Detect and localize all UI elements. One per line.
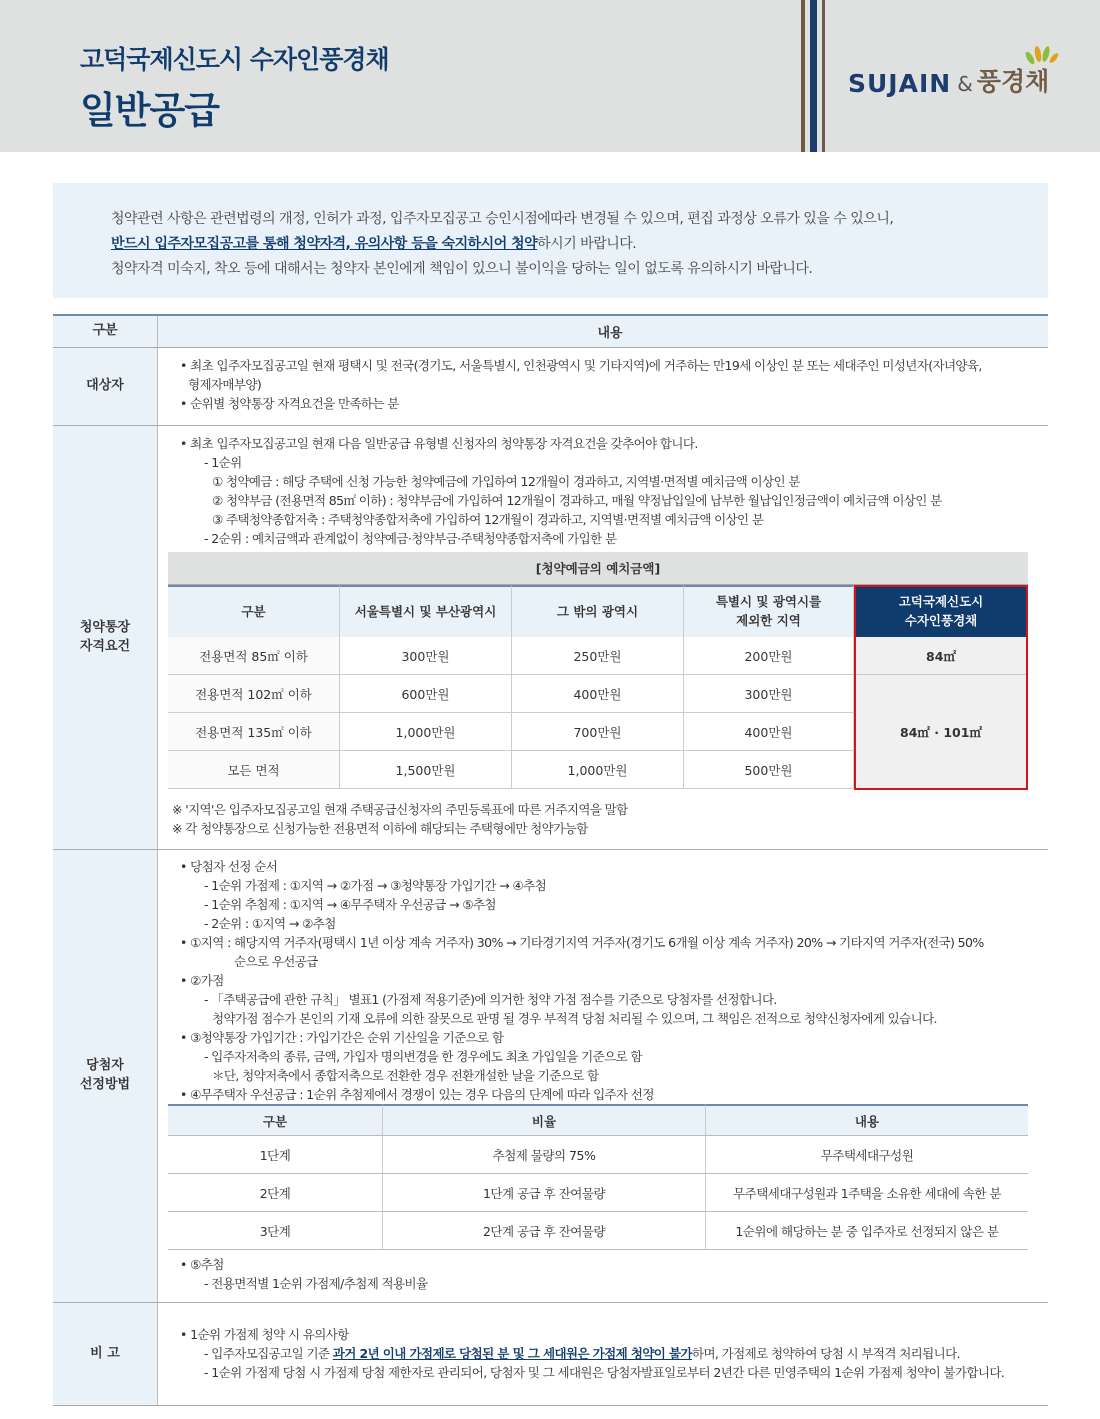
notice-box	[53, 183, 1048, 298]
stage-header: 구분	[168, 1104, 383, 1136]
winner-line: ＊단, 청약저축에서 종합저축으로 전환한 경우 전환개설한 날을 기준으로 함	[212, 1068, 599, 1083]
table-header-row	[53, 316, 1048, 348]
winner-line: • ②가점	[180, 973, 224, 988]
winner-after-line: - 전용면적별 1순위 가점제/추첨제 적용비율	[204, 1276, 428, 1291]
page-header	[0, 0, 1100, 152]
stage-cell: 2단계	[168, 1174, 383, 1212]
deposit-cell: 300만원	[340, 637, 512, 675]
notice-line-2	[111, 233, 636, 253]
account-line: - 1순위	[204, 455, 242, 470]
deposit-cell: 전용면적 102㎡ 이하	[168, 675, 340, 713]
deposit-header-line: 수자인풍경채	[904, 613, 978, 628]
deposit-header: 서울특별시 및 부산광역시	[340, 585, 512, 637]
deposit-cell: 전용면적 135㎡ 이하	[168, 713, 340, 751]
stage-cell: 1단계 공급 후 잔여물량	[383, 1174, 706, 1212]
deposit-header	[684, 585, 854, 637]
deposit-header-line: 특별시 및 광역시를	[715, 594, 822, 610]
winner-line: - 2순위 : ①지역 → ②추첨	[204, 916, 336, 931]
supply-table	[53, 314, 1048, 1406]
winner-line: - 1순위 가점제 : ①지역 → ②가점 → ③청약통장 가입기간 → ④추첨	[204, 878, 547, 893]
remark-line: - 1순위 가점제 당첨 시 가점제 당첨 제한자로 관리되어, 당첨자 및 그 세대원은 당첨자발표일로부터 2년간 다른 민영주택의 1순위 가점제 청약이 불가합니다.	[204, 1365, 1005, 1380]
deposit-cell-highlight: 84㎡	[854, 637, 1028, 675]
target-line: • 최초 입주자모집공고일 현재 평택시 및 전국(경기도, 서울특별시, 인천광역시 및 기타지역)에 거주하는 만19세 이상인 분 또는 세대주인 미성년자(자녀양육,	[180, 358, 982, 373]
logo-sujain: SUJAIN	[848, 69, 952, 98]
stage-header: 비율	[383, 1104, 706, 1136]
header-content: 내용	[158, 316, 1048, 347]
remark-text: - 입주자모집공고일 기준	[204, 1346, 333, 1361]
deposit-cell: 1,000만원	[340, 713, 512, 751]
notice-line-3: 청약자격 미숙지, 착오 등에 대해서는 청약자 본인에게 책임이 있으니 불이익을 당하는 일이 없도록 유의하시기 바랍니다.	[111, 261, 813, 277]
winner-line: • ④무주택자 우선공급 : 1순위 추첨제에서 경쟁이 있는 경우 다음의 단계에 따라 입주자 선정	[180, 1087, 654, 1102]
notice-emphasis: 반드시 입주자모집공고를 통해 청약자격, 유의사항 등을 숙지하시어 청약	[111, 236, 538, 252]
stage-cell: 무주택세대구성원	[706, 1136, 1028, 1174]
label-account-line-2: 자격요건	[79, 638, 131, 654]
deposit-header-line: 제외한 지역	[736, 613, 801, 628]
winner-line: 청약가점 점수가 본인의 기재 오류에 의한 잘못으로 판명 될 경우 부적격 당첨 처리될 수 있으며, 그 책임은 전적으로 청약신청자에게 있습니다.	[212, 1011, 937, 1026]
winner-line: • ③청약통장 가입기간 : 가입기간은 순위 기산일을 기준으로 함	[180, 1030, 504, 1045]
deposit-cell: 500만원	[684, 751, 854, 789]
header-category: 구분	[53, 316, 158, 347]
deposit-header-line: 고덕국제신도시	[898, 594, 984, 610]
deposit-cell: 400만원	[512, 675, 684, 713]
account-line: ① 청약예금 : 해당 주택에 신청 가능한 청약예금에 가입하여 12개월이 경과하고, 지역별·면적별 예치금액 이상인 분	[212, 474, 800, 489]
stage-cell: 1단계	[168, 1136, 383, 1174]
winner-line: - 「주택공급에 관한 규칙」 별표1 (가점제 적용기준)에 의거한 청약 가점 점수를 기준으로 당첨자를 선정합니다.	[204, 992, 777, 1007]
winner-line: • 당첨자 선정 순서	[180, 859, 278, 874]
remark-text: 하며, 가점제로 청약하여 당첨 시 부적격 처리됩니다.	[691, 1346, 960, 1361]
deposit-header-highlight	[854, 585, 1028, 637]
deposit-cell: 모든 면적	[168, 751, 340, 789]
deposit-cell: 1,500만원	[340, 751, 512, 789]
header-divider-navy	[810, 0, 817, 152]
deposit-cell: 300만원	[684, 675, 854, 713]
brand-logo	[848, 58, 1049, 98]
winner-line: - 입주자저축의 종류, 금액, 가입자 명의변경을 한 경우에도 최초 가입일을 기준으로 함	[204, 1049, 642, 1064]
stage-cell: 3단계	[168, 1212, 383, 1250]
stage-cell: 추첨제 물량의 75%	[383, 1136, 706, 1174]
label-account-line-1: 청약통장	[79, 619, 131, 635]
target-line: 형제자매부양)	[188, 377, 262, 392]
leaf-icon	[1024, 44, 1060, 66]
stage-header: 내용	[706, 1104, 1028, 1136]
row-account-requirements	[53, 426, 1048, 850]
winner-line: • ①지역 : 해당지역 거주자(평택시 1년 이상 계속 거주자) 30% → 기타경기지역 거주자(경기도 6개월 이상 계속 거주자) 20% → 기타지역 거주자(전국) 50%	[180, 935, 984, 950]
header-divider-brown-thin	[822, 0, 825, 152]
deposit-cell: 200만원	[684, 637, 854, 675]
notice-line-2-rest: 하시기 바랍니다.	[537, 236, 637, 252]
winner-after-line: • ⑤추첨	[180, 1257, 224, 1272]
deposit-note: ※ '지역'은 입주자모집공고일 현재 주택공급신청자의 주민등록표에 따른 거주지역을 말함	[172, 802, 628, 817]
target-line: • 순위별 청약통장 자격요건을 만족하는 분	[180, 396, 399, 411]
account-line: • 최초 입주자모집공고일 현재 다음 일반공급 유형별 신청자의 청약통장 자격요건을 갖추어야 합니다.	[180, 436, 698, 451]
label-winner-line-2: 선정방법	[79, 1077, 131, 1092]
deposit-header: 그 밖의 광역시	[512, 585, 684, 637]
deposit-cell: 400만원	[684, 713, 854, 751]
remark-line: • 1순위 가점제 청약 시 유의사항	[180, 1327, 349, 1342]
deposit-cell: 250만원	[512, 637, 684, 675]
winner-line: 순으로 우선공급	[234, 954, 318, 969]
deposit-grid	[168, 585, 1028, 790]
label-winner-line-1: 당첨자	[86, 1058, 124, 1074]
header-divider-brown	[801, 0, 805, 152]
header-subtitle: 고덕국제신도시 수자인풍경채	[80, 45, 389, 74]
deposit-cell: 전용면적 85㎡ 이하	[168, 637, 340, 675]
label-winner	[53, 850, 158, 1302]
row-remark	[53, 1303, 1048, 1406]
label-target: 대상자	[53, 348, 158, 425]
remark-line	[172, 1344, 1048, 1363]
account-line: ② 청약부금 (전용면적 85㎡ 이하) : 청약부금에 가입하여 12개월이 경과하고, 매월 약정납입일에 납부한 월납입인정금액이 예치금액 이상인 분	[212, 493, 942, 508]
logo-ampersand: &	[957, 72, 973, 96]
deposit-cell: 600만원	[340, 675, 512, 713]
deposit-note: ※ 각 청약통장으로 신청가능한 전용면적 이하에 해당되는 주택형에만 청약가능함	[172, 821, 588, 836]
remark-emphasis: 과거 2년 이내 가점제로 당첨된 분 및 그 세대원은 가점제 청약이 불가	[332, 1346, 692, 1361]
stage-cell: 2단계 공급 후 잔여물량	[383, 1212, 706, 1250]
deposit-header: 구분	[168, 585, 340, 637]
deposit-table	[168, 552, 1028, 790]
stage-cell: 무주택세대구성원과 1주택을 소유한 세대에 속한 분	[706, 1174, 1028, 1212]
account-line: - 2순위 : 예치금액과 관계없이 청약예금·청약부금·주택청약종합저축에 가입한 분	[204, 531, 617, 546]
notice-line-1: 청약관련 사항은 관련법령의 개정, 인허가 과정, 입주자모집공고 승인시점에따라 변경될 수 있으며, 편집 과정상 오류가 있을 수 있으니,	[111, 211, 894, 227]
deposit-cell: 1,000만원	[512, 751, 684, 789]
deposit-caption: [청약예금의 예치금액]	[168, 552, 1028, 585]
winner-line: - 1순위 추첨제 : ①지역 → ④무주택자 우선공급 → ⑤추첨	[204, 897, 496, 912]
page-title: 일반공급	[80, 89, 219, 132]
deposit-cell: 700만원	[512, 713, 684, 751]
deposit-cell-highlight-merged: 84㎡ · 101㎡	[854, 675, 1028, 789]
row-target	[53, 348, 1048, 426]
logo-pungkyungchae: 풍경채	[976, 67, 1050, 96]
stage-cell: 1순위에 해당하는 분 중 입주자로 선정되지 않은 분	[706, 1212, 1028, 1250]
label-remark: 비 고	[53, 1303, 158, 1405]
label-account	[53, 426, 158, 849]
account-line: ③ 주택청약종합저축 : 주택청약종합저축에 가입하여 12개월이 경과하고, 지역별·면적별 예치금액 이상인 분	[212, 512, 764, 527]
row-winner-selection	[53, 850, 1048, 1303]
